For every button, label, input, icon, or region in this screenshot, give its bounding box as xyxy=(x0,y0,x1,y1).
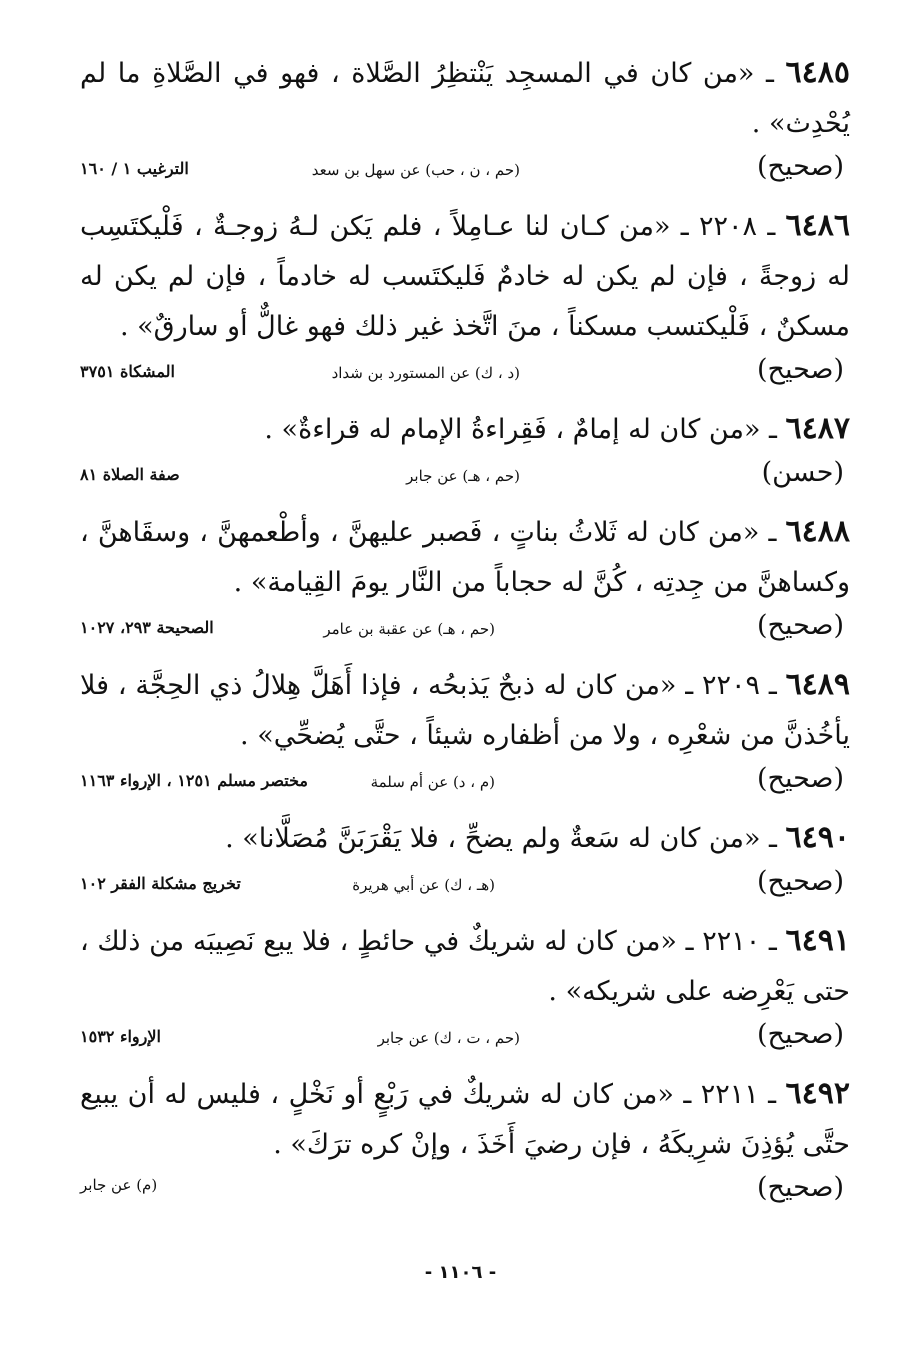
hadith-entry xyxy=(80,404,850,455)
hadith-text: «من كان في المسجِد يَنْتظِرُ الصَّلاة ، فهو في الصَّلاةِ ما لم يُحْدِث» . xyxy=(80,58,850,139)
hadith-entry xyxy=(80,1069,850,1170)
hadith-text: «من كان له ثَلاثُ بناتٍ ، فَصبر عليهنَّ ، وأطْعمهنَّ ، وسقَاهنَّ ، وكساهنَّ من جِدتِه ، كُنَّ له حجاباً من النَّار يومَ القِيامة» . xyxy=(80,517,850,598)
hadith-number: ٦٤٩١ xyxy=(785,923,850,958)
hadith-entry xyxy=(80,916,850,1017)
hadith-reference: (حم ، هـ) عن عقبة بن عامر xyxy=(323,620,495,638)
hadith-number: ٦٤٨٧ xyxy=(785,411,850,446)
book-reference: الإرواء ١٥٣٢ xyxy=(80,1027,161,1046)
page-body xyxy=(80,48,850,1222)
book-reference: تخريج مشكلة الفقر ١٠٢ xyxy=(80,874,241,893)
hadith-number: ٦٤٨٦ xyxy=(785,208,850,243)
hadith-source-line xyxy=(80,354,850,398)
hadith-number: ٦٤٨٩ xyxy=(785,667,851,702)
book-reference: الصحيحة ٢٩٣، ١٠٢٧ xyxy=(80,618,214,637)
book-reference: مختصر مسلم ١٢٥١ ، الإرواء ١١٦٣ xyxy=(80,771,308,790)
hadith-reference: (حم ، هـ) عن جابر xyxy=(406,467,520,485)
hadith-text: «من كان له ذبحٌ يَذبحُه ، فإذا أَهَلَّ هِلالُ ذي الحِجَّة ، فلا يأخُذنَّ من شعْرِه ، ولا من أظفاره شيئاً ، حتَّى يُضحِّي» . xyxy=(80,670,850,751)
hadith-reference: (م ، د) عن أم سلمة xyxy=(370,773,495,791)
hadith-text: «من كان له سَعةٌ ولم يضحِّ ، فلا يَقْرَبَنَّ مُصَلَّانا» . xyxy=(225,823,761,854)
hadith-entry xyxy=(80,507,850,608)
book-reference: المشكاة ٣٧٥١ xyxy=(80,362,175,381)
hadith-grade: (صحيح) xyxy=(757,354,844,385)
hadith-entry xyxy=(80,813,850,864)
hadith-reference: (م) عن جابر xyxy=(80,1176,158,1194)
hadith-reference: (حم ، ن ، حب) عن سهل بن سعد xyxy=(311,161,520,179)
hadith-entry xyxy=(80,48,850,149)
hadith-text: «من كان له شريكٌ في حائطٍ ، فلا يبع نَصِيبَه من ذلك ، حتى يَعْرِضه على شريكه» . xyxy=(80,926,850,1007)
book-reference: صفة الصلاة ٨١ xyxy=(80,465,180,484)
hadith-separator: ـ xyxy=(759,517,786,548)
hadith-text: «من كان له شريكٌ في رَبْعٍ أو نَخْلٍ ، فليس له أن يبيع حتَّى يُؤذِنَ شرِيكَهُ ، فإن رضيَ أَخَذَ ، وإنْ كره ترَكَ» . xyxy=(80,1079,850,1160)
hadith-text: «من كـان لنا عـامِلاً ، فلم يَكن لـهُ زوجـةٌ ، فَلْيكتَسِب له زوجةً ، فإن لم يكن له خادمٌ فَليكتَسب له خادماً ، فإن لم يكن له مسكنٌ ، فَلْيكتسب مسكناً ، منَ اتَّخذ غير ذلك فهو غالٌّ أو سارقٌ» . xyxy=(80,211,850,342)
hadith-text: «من كان له إمامٌ ، فَقِراءةُ الإمام له قراءةٌ» . xyxy=(264,414,761,445)
hadith-source-line xyxy=(80,866,850,910)
hadith-grade: (حسن) xyxy=(761,457,844,488)
book-reference: الترغيب ١ / ١٦٠ xyxy=(80,159,189,178)
hadith-source-line xyxy=(80,763,850,807)
hadith-separator: ـ xyxy=(760,414,786,445)
hadith-number: ٦٤٩٢ xyxy=(785,1076,850,1111)
hadith-separator: ـ ٢٢٠٩ ـ xyxy=(676,670,786,701)
hadith-source-line xyxy=(80,1172,850,1216)
hadith-number: ٦٤٨٥ xyxy=(785,55,850,90)
hadith-grade: (صحيح) xyxy=(757,1172,844,1203)
hadith-source-line xyxy=(80,610,850,654)
hadith-reference: (د ، ك) عن المستورد بن شداد xyxy=(331,364,520,382)
hadith-grade: (صحيح) xyxy=(757,1019,844,1050)
hadith-grade: (صحيح) xyxy=(757,151,844,182)
hadith-source-line xyxy=(80,1019,850,1063)
hadith-separator: ـ xyxy=(760,823,786,854)
hadith-grade: (صحيح) xyxy=(757,763,844,794)
hadith-entry xyxy=(80,660,850,761)
hadith-grade: (صحيح) xyxy=(757,866,844,897)
hadith-reference: (هـ ، ك) عن أبي هريرة xyxy=(352,876,495,894)
hadith-separator: ـ xyxy=(754,58,786,89)
page-number: - ١١٠٦ - xyxy=(424,1262,497,1283)
hadith-entry xyxy=(80,201,850,352)
hadith-grade: (صحيح) xyxy=(757,610,844,641)
hadith-separator: ـ ٢٢١١ ـ xyxy=(673,1079,786,1110)
hadith-reference: (حم ، ت ، ك) عن جابر xyxy=(377,1029,520,1047)
hadith-number: ٦٤٨٨ xyxy=(785,514,850,549)
hadith-separator: ـ ٢٢١٠ ـ xyxy=(676,926,786,957)
hadith-separator: ـ ٢٢٠٨ ـ xyxy=(670,211,786,242)
hadith-source-line xyxy=(80,151,850,195)
hadith-number: ٦٤٩٠ xyxy=(785,820,850,855)
hadith-source-line xyxy=(80,457,850,501)
